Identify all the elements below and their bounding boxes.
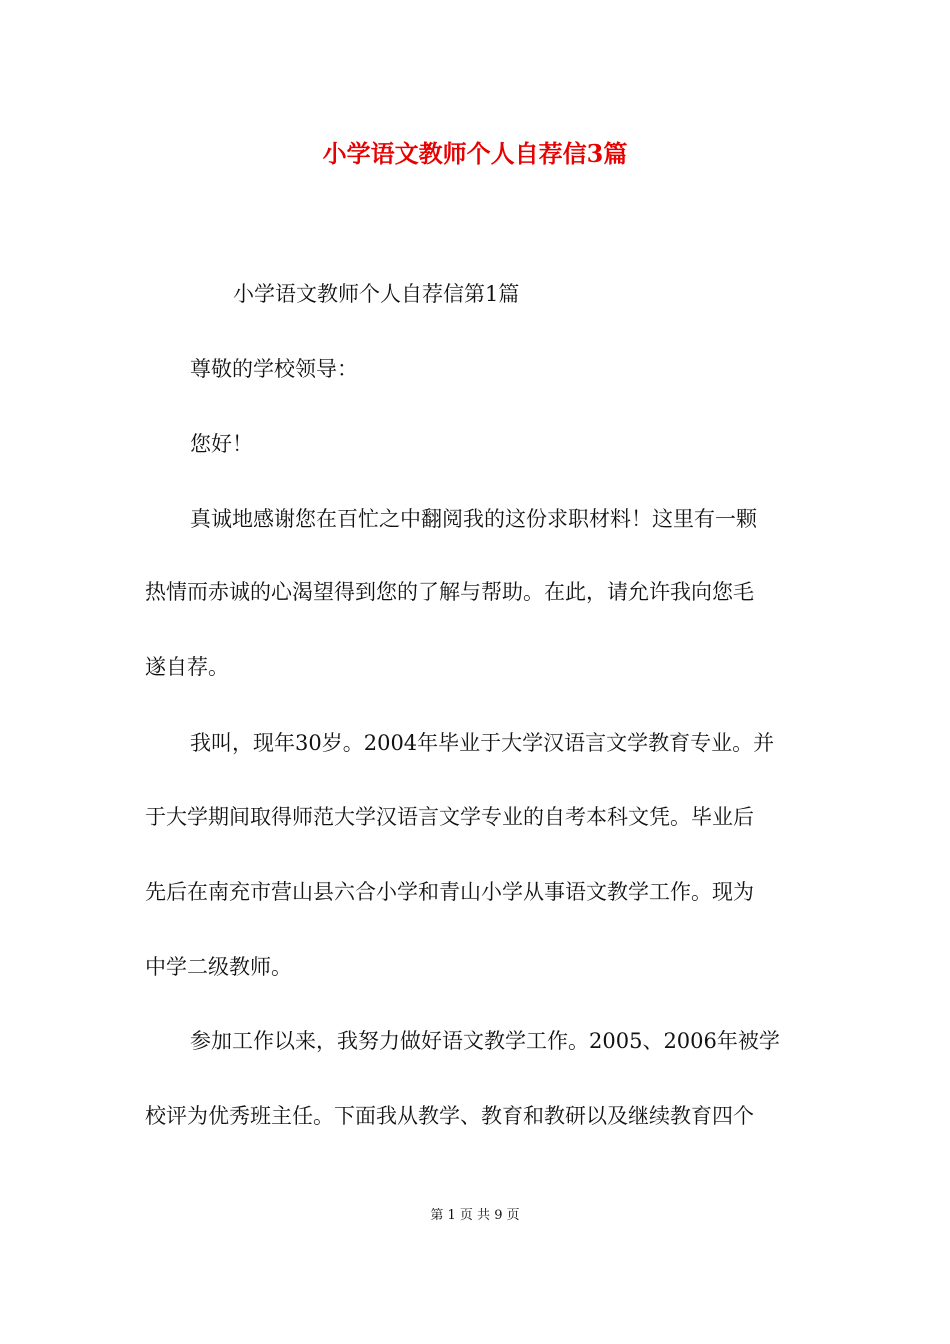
greeting-line: 您好！ [190, 432, 253, 456]
paragraph-line: 先后在南充市营山县六合小学和青山小学从事语文教学工作。现为 [145, 880, 754, 904]
paragraph-line: 遂自荐。 [145, 655, 229, 679]
paragraph-line: 热情而赤诚的心渴望得到您的了解与帮助。在此，请允许我向您毛 [145, 580, 754, 604]
section-heading: 小学语文教师个人自荐信第1篇 [233, 282, 520, 306]
salutation-line: 尊敬的学校领导： [190, 357, 358, 381]
paragraph-line: 中学二级教师。 [145, 955, 292, 979]
document-title: 小学语文教师个人自荐信3篇 [322, 139, 628, 168]
paragraph-line: 校评为优秀班主任。下面我从教学、教育和教研以及继续教育四个 [145, 1104, 754, 1128]
page-number-footer: 第 1 页 共 9 页 [430, 1208, 520, 1223]
paragraph-line: 于大学期间取得师范大学汉语言文学专业的自考本科文凭。毕业后 [145, 805, 754, 829]
paragraph-line: 我叫，现年30岁。2004年毕业于大学汉语言文学教育专业。并 [190, 731, 775, 755]
paragraph-line: 参加工作以来，我努力做好语文教学工作。2005、2006年被学 [190, 1029, 780, 1053]
paragraph-line: 真诚地感谢您在百忙之中翻阅我的这份求职材料！这里有一颗 [190, 507, 757, 531]
